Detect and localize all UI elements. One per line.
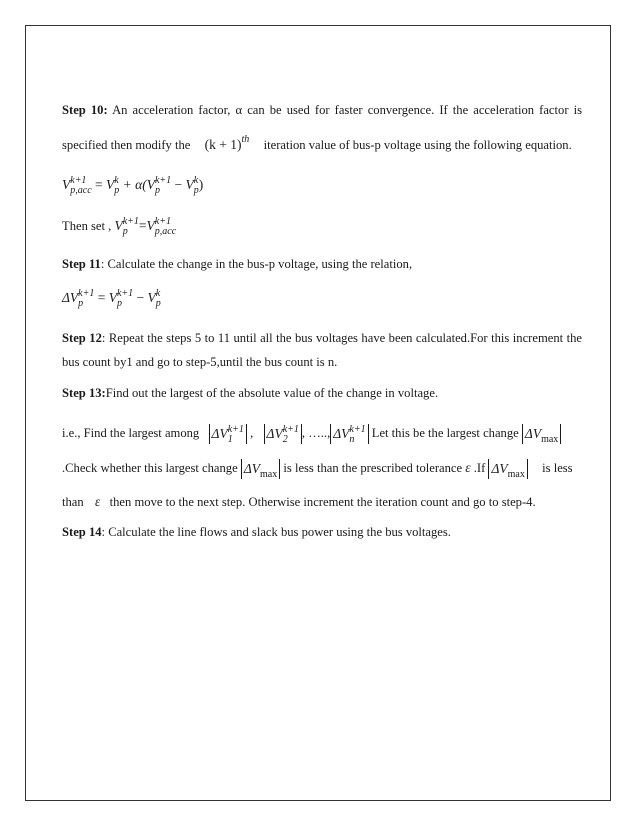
step10-text: An acceleration factor, α can be used for faster convergence. If the acceleration factor is — [112, 103, 582, 117]
eq1-v3-sub: p — [154, 185, 160, 196]
abs-dv2 — [264, 424, 302, 444]
then-set-v2: V — [146, 218, 155, 233]
acceleration-equation — [62, 177, 203, 196]
step10-line2b: iteration value of bus-p voltage using the following equation. — [263, 138, 572, 152]
abs-dvn — [330, 424, 368, 444]
eq1-v2-sup: k — [114, 175, 119, 186]
step11-text: : Calculate the change in the bus-p voltage, using the relation, — [100, 257, 413, 271]
abs-dvmax-check — [241, 459, 280, 479]
eq1-v2-indices — [114, 175, 120, 196]
step10-line1 — [62, 103, 582, 118]
eq2-sup1: k+1 — [78, 288, 95, 299]
then-set-v-indices — [122, 216, 139, 237]
eq1-v4-indices — [193, 175, 199, 196]
eq1-v2: V — [106, 177, 115, 192]
step13-line — [62, 386, 438, 401]
then-set-sub: p — [122, 226, 128, 237]
eq2-v2-indices — [116, 288, 134, 309]
dv2: ΔV — [266, 426, 283, 441]
eq1-lhs-sub: p,acc — [70, 185, 92, 196]
eq1-lhs-indices — [70, 175, 92, 196]
check-dvmax2-sub: max — [507, 469, 525, 480]
ie-suffix: Let this be the largest change — [371, 425, 519, 440]
check-suffix: is less — [542, 460, 573, 475]
then-set-v: V — [114, 218, 123, 233]
eq1-v3: V — [146, 177, 155, 192]
then-set-sup2: k+1 — [154, 216, 171, 227]
eq1-equals: = — [91, 177, 107, 192]
dvn-sub: n — [349, 434, 355, 445]
eq1-v3-sup: k+1 — [154, 175, 172, 186]
step10-label: Step 10: — [62, 103, 108, 117]
eq2-equals: = — [94, 290, 109, 305]
then-set-sub2: p,acc — [154, 226, 177, 237]
step10-line2a: specified then modify the — [62, 138, 191, 152]
th-superscript: th — [241, 134, 250, 145]
check-if: .If — [473, 460, 486, 475]
check-middle: is less than the prescribed tolerance — [283, 460, 463, 475]
dv1-indices — [227, 424, 244, 445]
eq1-v4: V — [185, 177, 194, 192]
eq1-minus: − — [171, 177, 186, 192]
abs-dvmax — [522, 424, 561, 444]
eq2-v3-indices — [155, 288, 161, 309]
dv2-indices — [282, 424, 299, 445]
eq2-sub1: p — [78, 298, 84, 309]
step13-label: Step 13: — [62, 386, 106, 400]
check-dvmax: ΔV — [243, 461, 261, 476]
check-prefix: .Check whether this largest change — [62, 460, 238, 475]
then-set-line — [62, 218, 176, 237]
ie-dots: , ….., — [301, 425, 331, 440]
step11-label: Step 11 — [62, 257, 101, 271]
dv2-sub: 2 — [282, 434, 288, 445]
than-text: then move to the next step. Otherwise increment the iteration count and go to step-4. — [109, 495, 536, 509]
eq1-v2-sub: p — [114, 185, 120, 196]
dv1: ΔV — [211, 426, 228, 441]
step12-text: : Repeat the steps 5 to 11 until all the bus voltages have been calculated.For this increment the — [101, 331, 582, 345]
check-dvmax2: ΔV — [491, 461, 508, 476]
dv1-sub: 1 — [227, 434, 233, 445]
eq2-sub2: p — [116, 298, 122, 309]
step12-label: Step 12 — [62, 331, 102, 345]
eq2-sub3: p — [155, 298, 161, 309]
eq1-v4-sub: p — [193, 185, 199, 196]
ie-line — [62, 424, 561, 444]
eq2-sup2: k+1 — [116, 288, 134, 299]
eq1-v: V — [62, 177, 71, 192]
step14-text: : Calculate the line flows and slack bus power using the bus voltages. — [101, 525, 451, 539]
eq2-sup3: k — [155, 288, 161, 299]
dvmax: ΔV — [524, 426, 542, 441]
dvmax-sub: max — [541, 434, 559, 445]
than-prefix: than — [62, 495, 84, 509]
than-line — [62, 494, 536, 510]
ie-prefix: i.e., Find the largest among — [62, 425, 200, 440]
then-set-text: Then set , — [62, 219, 112, 233]
epsilon-symbol: ε — [465, 459, 471, 475]
step10-line2 — [62, 134, 572, 153]
step11-line — [62, 257, 412, 272]
dvn: ΔV — [333, 426, 350, 441]
ie-comma: , — [250, 425, 254, 440]
dv2-sup: k+1 — [282, 424, 299, 435]
eq2-delta-v: ΔV — [62, 290, 79, 305]
eq2-v2: V — [108, 290, 117, 305]
then-set-equals: = — [138, 218, 147, 233]
delta-v-equation — [62, 290, 161, 309]
check-line — [62, 459, 573, 479]
then-set-v2-indices — [154, 216, 177, 237]
eq1-lhs-sup: k+1 — [70, 175, 87, 186]
step14-label: Step 14 — [62, 525, 102, 539]
step12-line1 — [62, 331, 582, 346]
check-dvmax-sub: max — [260, 469, 278, 480]
dv1-sup: k+1 — [227, 424, 244, 435]
eq1-v3-indices — [154, 175, 172, 196]
abs-dvmax-if — [488, 459, 527, 479]
eq1-close: ) — [198, 177, 204, 192]
eq2-lhs-indices — [78, 288, 95, 309]
abs-dv1 — [209, 424, 247, 444]
eq1-v4-sup: k — [193, 175, 199, 186]
then-set-sup: k+1 — [122, 216, 139, 227]
eq2-minus: − — [133, 290, 148, 305]
k-plus-1-math: (k + 1) — [204, 137, 242, 152]
dvn-sup: k+1 — [349, 424, 366, 435]
step13-text: Find out the largest of the absolute value of the change in voltage. — [105, 386, 439, 400]
step14-line — [62, 525, 451, 540]
eq2-v3: V — [147, 290, 156, 305]
epsilon-symbol-2: ε — [95, 494, 101, 509]
eq1-plus-alpha: + α( — [119, 177, 147, 192]
step12-line2: bus count by1 and go to step-5,until the bus count is n. — [62, 355, 338, 369]
dvn-indices — [349, 424, 366, 445]
